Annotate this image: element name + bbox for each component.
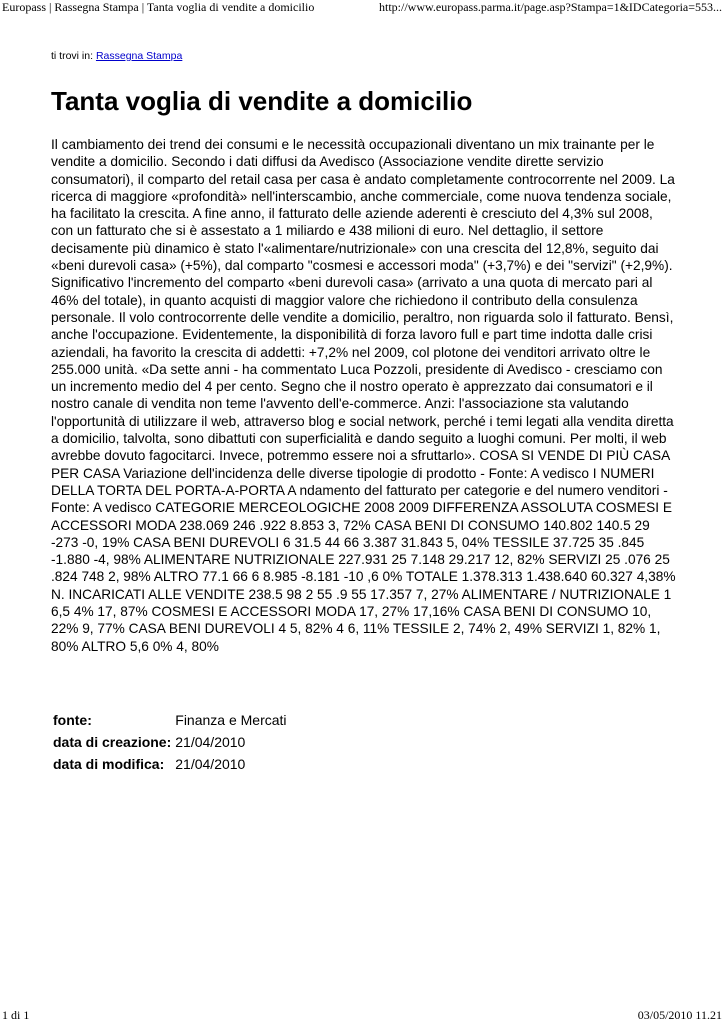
print-header-url: http://www.europass.parma.it/page.asp?Stampa=1&IDCategoria=553... [378,0,722,14]
meta-row-modifica [51,756,289,778]
print-footer-timestamp: 03/05/2010 11.21 [637,1008,722,1022]
article-title: Tanta voglia di vendite a domicilio [51,86,473,116]
print-footer-page-count: 1 di 1 [2,1008,30,1022]
print-footer [0,1008,724,1024]
meta-value-creazione: 21/04/2010 [175,734,246,750]
article-body: Il cambiamento dei trend dei consumi e le necessità occupazionali diventano un mix trainante per le vendite a domicilio. Secondo i dati diffusi da Avedisco (Associazione vendite dirette servizio consumatori), il comparto del retail casa per casa è andato completamente controcorrente nel 2009. La ricerca di maggiore «profondità» nell'interscambio, anche commerciale, come nuova tendenza sociale, ha facilitato la crescita. A fine anno, il fatturato delle aziende aderenti è cresciuto del 4,3% sul 2008, con un fatturato che si è assestato a 1 miliardo e 438 milioni di euro. Nel dettaglio, il settore decisamente più dinamico è stato l'«alimentare/nutrizionale» con una crescita del 12,8%, seguito dai «beni durevoli casa» (+5%), dal comparto "cosmesi e accessori moda" (+3,7%) e dei "servizi" (+2,9%). Significativo l'incremento del comparto «beni durevoli casa» (arrivato a una quota di mercato pari al 46% del totale), in quanto acquisti di maggior valore che richiedono il contributo della consulenza personale. Il volo controcorrente delle vendite a domicilio, peraltro, non riguarda solo il fatturato. Bensì, anche l'occupazione. Evidentemente, la disponibilità di forza lavoro full e part time indotta dalle crisi aziendali, ha favorito la crescita di addetti: +7,2% nel 2009, col plotone dei venditori arrivato oltre le 255.000 unità. «Da sette anni - ha commentato Luca Pozzoli, presidente di Avedisco - cresciamo con un incremento medio del 4 per cento. Segno che il nostro operato è apprezzato dai consumatori e il nostro canale di vendita non teme l'avvento dell'e-commerce. Anzi: l'associazione sta valutando l'opportunità di utilizzare il web, attraverso blog e social network, perché i temi legati alla vendita diretta a domicilio, talvolta, sono dibattuti con superficialità e dando seguito a luoghi comuni. Per molti, il web avrebbe dovuto fagocitarci. Invece, potremmo essere noi a sfruttarlo». COSA SI VENDE DI PIÙ CASA PER CASA Variazione dell'incidenza delle diverse tipologie di prodotto - Fonte: A vedisco I NUMERI DELLA TORTA DEL PORTA-A-PORTA A ndamento del fatturato per categorie e del numero venditori - Fonte: A vedisco CATEGORIE MERCEOLOGICHE 2008 2009 DIFFERENZA ASSOLUTA COSMESI E ACCESSORI MODA 238.069 246 .922 8.853 3, 72% CASA BENI DI CONSUMO 140.802 140.5 29 -273 -0, 19% CASA BENI DUREVOLI 6 31.5 44 66 3.387 31.843 5, 04% TESSILE 37.725 35 .845 -1.880 -4, 98% ALIMENTARE NUTRIZIONALE 227.931 25 7.148 29.217 12, 82% SERVIZI 25 .076 25 .824 748 2, 98% ALTRO 77.1 66 6 8.985 -8.181 -10 ,6 0% TOTALE 1.378.313 1.438.640 60.327 4,38% N. INCARICATI ALLE VENDITE 238.5 98 2 55 .9 55 17.357 7, 27% ALIMENTARE / NUTRIZIONALE 1 6,5 4% 17, 87% COSMESI E ACCESSORI MODA 17, 27% 17,16% CASA BENI DI CONSUMO 10, 22% 9, 77% CASA BENI DUREVOLI 4 5, 82% 4 6, 11% TESSILE 2, 74% 2, 49% SERVIZI 1, 82% 1, 80% ALTRO 5,6 0% 4, 80% [51,137,676,654]
print-header [0,0,724,16]
meta-row-fonte [51,712,289,734]
breadcrumb-prefix: ti trovi in: [51,50,94,62]
meta-label-creazione: data di creazione: [53,734,172,750]
meta-label-fonte: fonte: [53,712,92,728]
breadcrumb [51,50,182,63]
print-header-page-title: Europass | Rassegna Stampa | Tanta voglia di vendite a domicilio [2,0,315,14]
meta-value-fonte: Finanza e Mercati [175,712,287,728]
article-meta [51,712,289,778]
breadcrumb-link-rassegna-stampa[interactable]: Rassegna Stampa [95,50,183,62]
meta-row-creazione [51,734,289,756]
meta-value-modifica: 21/04/2010 [175,756,246,772]
meta-label-modifica: data di modifica: [53,756,165,772]
